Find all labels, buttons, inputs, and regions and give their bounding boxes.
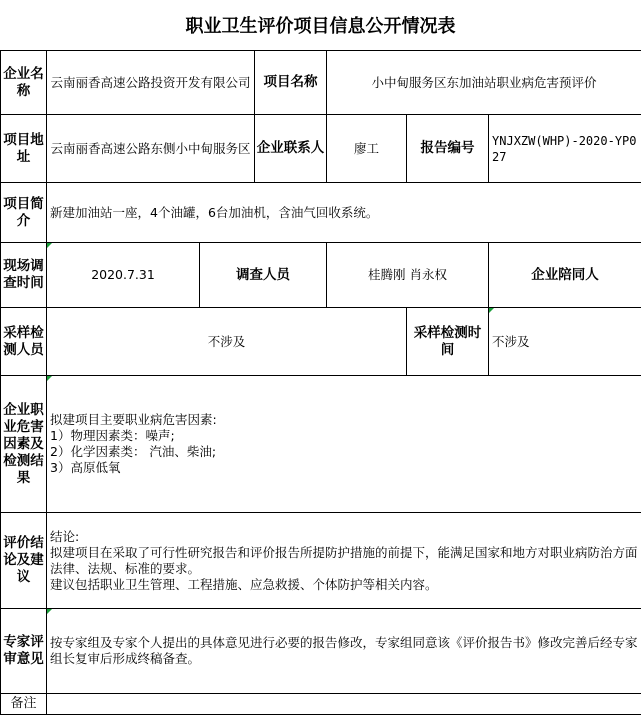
conclusion-value: [47, 513, 641, 609]
conclusion-line: 拟建项目在采取了可行性研究报告和评价报告所提防护措施的前提下，能满足国家和地方对职业病防治方面法律、法规、标准的要求。: [50, 544, 638, 576]
conclusion-line: 结论:: [50, 528, 80, 544]
row-address: [1, 115, 641, 183]
row-sampling: [1, 308, 641, 376]
hazards-line: 3）高原低氧: [50, 460, 121, 475]
report-number-label: 报告编号: [407, 115, 489, 183]
project-name-value: 小中甸服务区东加油站职业病危害预评价: [327, 51, 641, 115]
sampling-staff-label: 采样检测人员: [1, 308, 47, 376]
hazards-line: 拟建项目主要职业病危害因素:: [50, 412, 217, 427]
project-name-label: 项目名称: [255, 51, 327, 115]
survey-staff-label: 调查人员: [200, 243, 327, 308]
row-intro: [1, 183, 641, 243]
escort-label: 企业陪同人: [489, 243, 641, 308]
row-review: [1, 609, 641, 694]
remarks-label: 备注: [1, 694, 47, 715]
row-remarks: [1, 694, 641, 715]
remarks-value: [47, 694, 641, 715]
company-label: 企业名称: [1, 51, 47, 115]
review-label: 专家评审意见: [1, 609, 47, 694]
sampling-time-label: 采样检测时间: [407, 308, 489, 376]
conclusion-line: 建议包括职业卫生管理、工程措施、应急救援、个体防护等相关内容。: [50, 576, 438, 592]
survey-time-label: 现场调查时间: [1, 243, 47, 308]
hazards-value: [47, 376, 641, 513]
review-value: 按专家组及专家个人提出的具体意见进行必要的报告修改，专家组同意该《评价报告书》修改完善后经专家组长复审后形成终稿备查。: [47, 609, 641, 694]
address-label: 项目地址: [1, 115, 47, 183]
row-conclusion: [1, 513, 641, 609]
info-table: [0, 50, 641, 715]
hazards-line: 1）物理因素类：噪声;: [50, 428, 175, 443]
intro-value: 新建加油站一座，4个油罐，6台加油机，含油气回收系统。: [47, 183, 641, 243]
report-number-value: YNJXZW(WHP)-2020-YP027: [489, 115, 641, 183]
survey-staff-value: 桂腾刚 肖永权: [327, 243, 489, 308]
address-value: 云南丽香高速公路东侧小中甸服务区: [47, 115, 255, 183]
row-hazards: [1, 376, 641, 513]
hazards-line: 2）化学因素类： 汽油、柴油;: [50, 444, 217, 459]
row-company: [1, 51, 641, 115]
sampling-time-value: 不涉及: [489, 308, 641, 376]
hazards-label: 企业职业危害因素及检测结果: [1, 376, 47, 513]
sampling-staff-value: 不涉及: [47, 308, 407, 376]
survey-date-value: 2020.7.31: [47, 243, 200, 308]
contact-value: 廖工: [327, 115, 407, 183]
conclusion-label: 评价结论及建议: [1, 513, 47, 609]
page-title: 职业卫生评价项目信息公开情况表: [185, 16, 456, 37]
intro-label: 项目简介: [1, 183, 47, 243]
company-value: 云南丽香高速公路投资开发有限公司: [47, 51, 255, 115]
contact-label: 企业联系人: [255, 115, 327, 183]
row-survey: [1, 243, 641, 308]
